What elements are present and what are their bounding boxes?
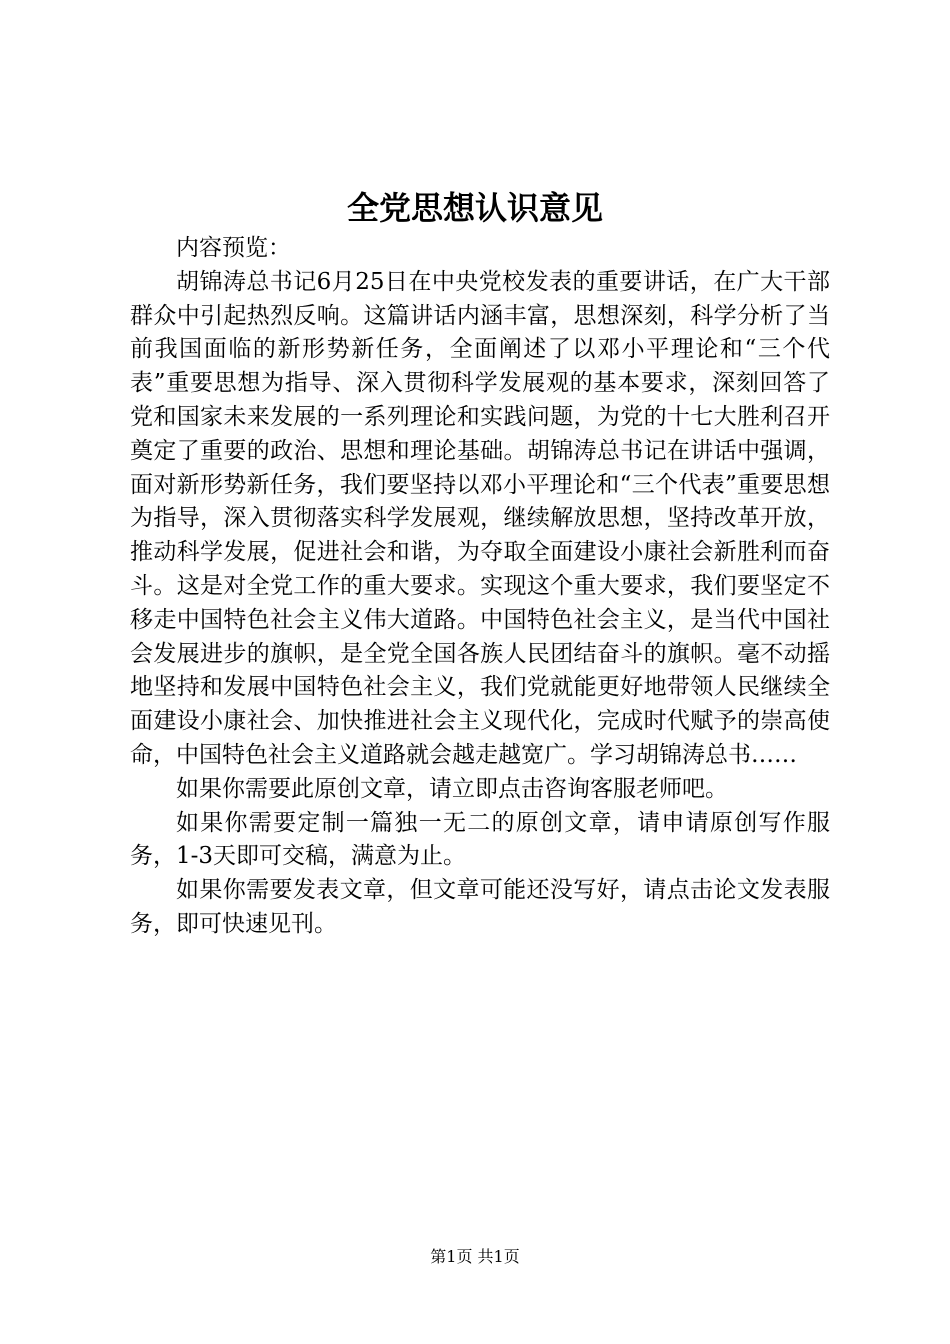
body-paragraph-custom: 如果你需要定制一篇独一无二的原创文章，请申请原创写作服务，1-3天即可交稿，满意为止。 [130, 809, 830, 870]
body-paragraph-publish: 如果你需要发表文章，但文章可能还没写好，请点击论文发表服务，即可快速见刊。 [130, 877, 830, 937]
body-paragraph-consult: 如果你需要此原创文章，请立即点击咨询客服老师吧。 [176, 775, 728, 802]
document-title: 全党思想认识意见 [346, 189, 603, 227]
body-paragraph-main: 胡锦涛总书记6月25日在中央党校发表的重要讲话，在广大干部群众中引起热烈反响。这篇讲话内涵丰富，思想深刻，科学分析了当前我国面临的新形势新任务，全面阐述了以邓小平理论和“三个代表”重要思想为指导、深入贯彻科学发展观的基本要求，深刻回答了党和国家未来发展的一系列理论和实践问题，为党的十七大胜利召开奠定了重要的政治、思想和理论基础。胡锦涛总书记在讲话中强调，面对新形势新任务，我们要坚持以邓小平理论和“三个代表”重要思想为指导，深入贯彻落实科学发展观，继续解放思想，坚持改革开放，推动科学发展，促进社会和谐，为夺取全面建设小康社会新胜利而奋斗。这是对全党工作的重大要求。实现这个重大要求，我们要坚定不移走中国特色社会主义伟大道路。中国特色社会主义，是当代中国社会发展进步的旗帜，是全党全国各族人民团结奋斗的旗帜。毫不动摇地坚持和发展中国特色社会主义，我们党就能更好地带领人民继续全面建设小康社会、加快推进社会主义现代化，完成时代赋予的崇高使命，中国特色社会主义道路就会越走越宽广。学习胡锦涛总书…… [130, 268, 830, 768]
document-body [130, 232, 830, 942]
preview-label: 内容预览： [176, 235, 291, 261]
page-number-footer: 第1页 共1页 [430, 1247, 520, 1266]
